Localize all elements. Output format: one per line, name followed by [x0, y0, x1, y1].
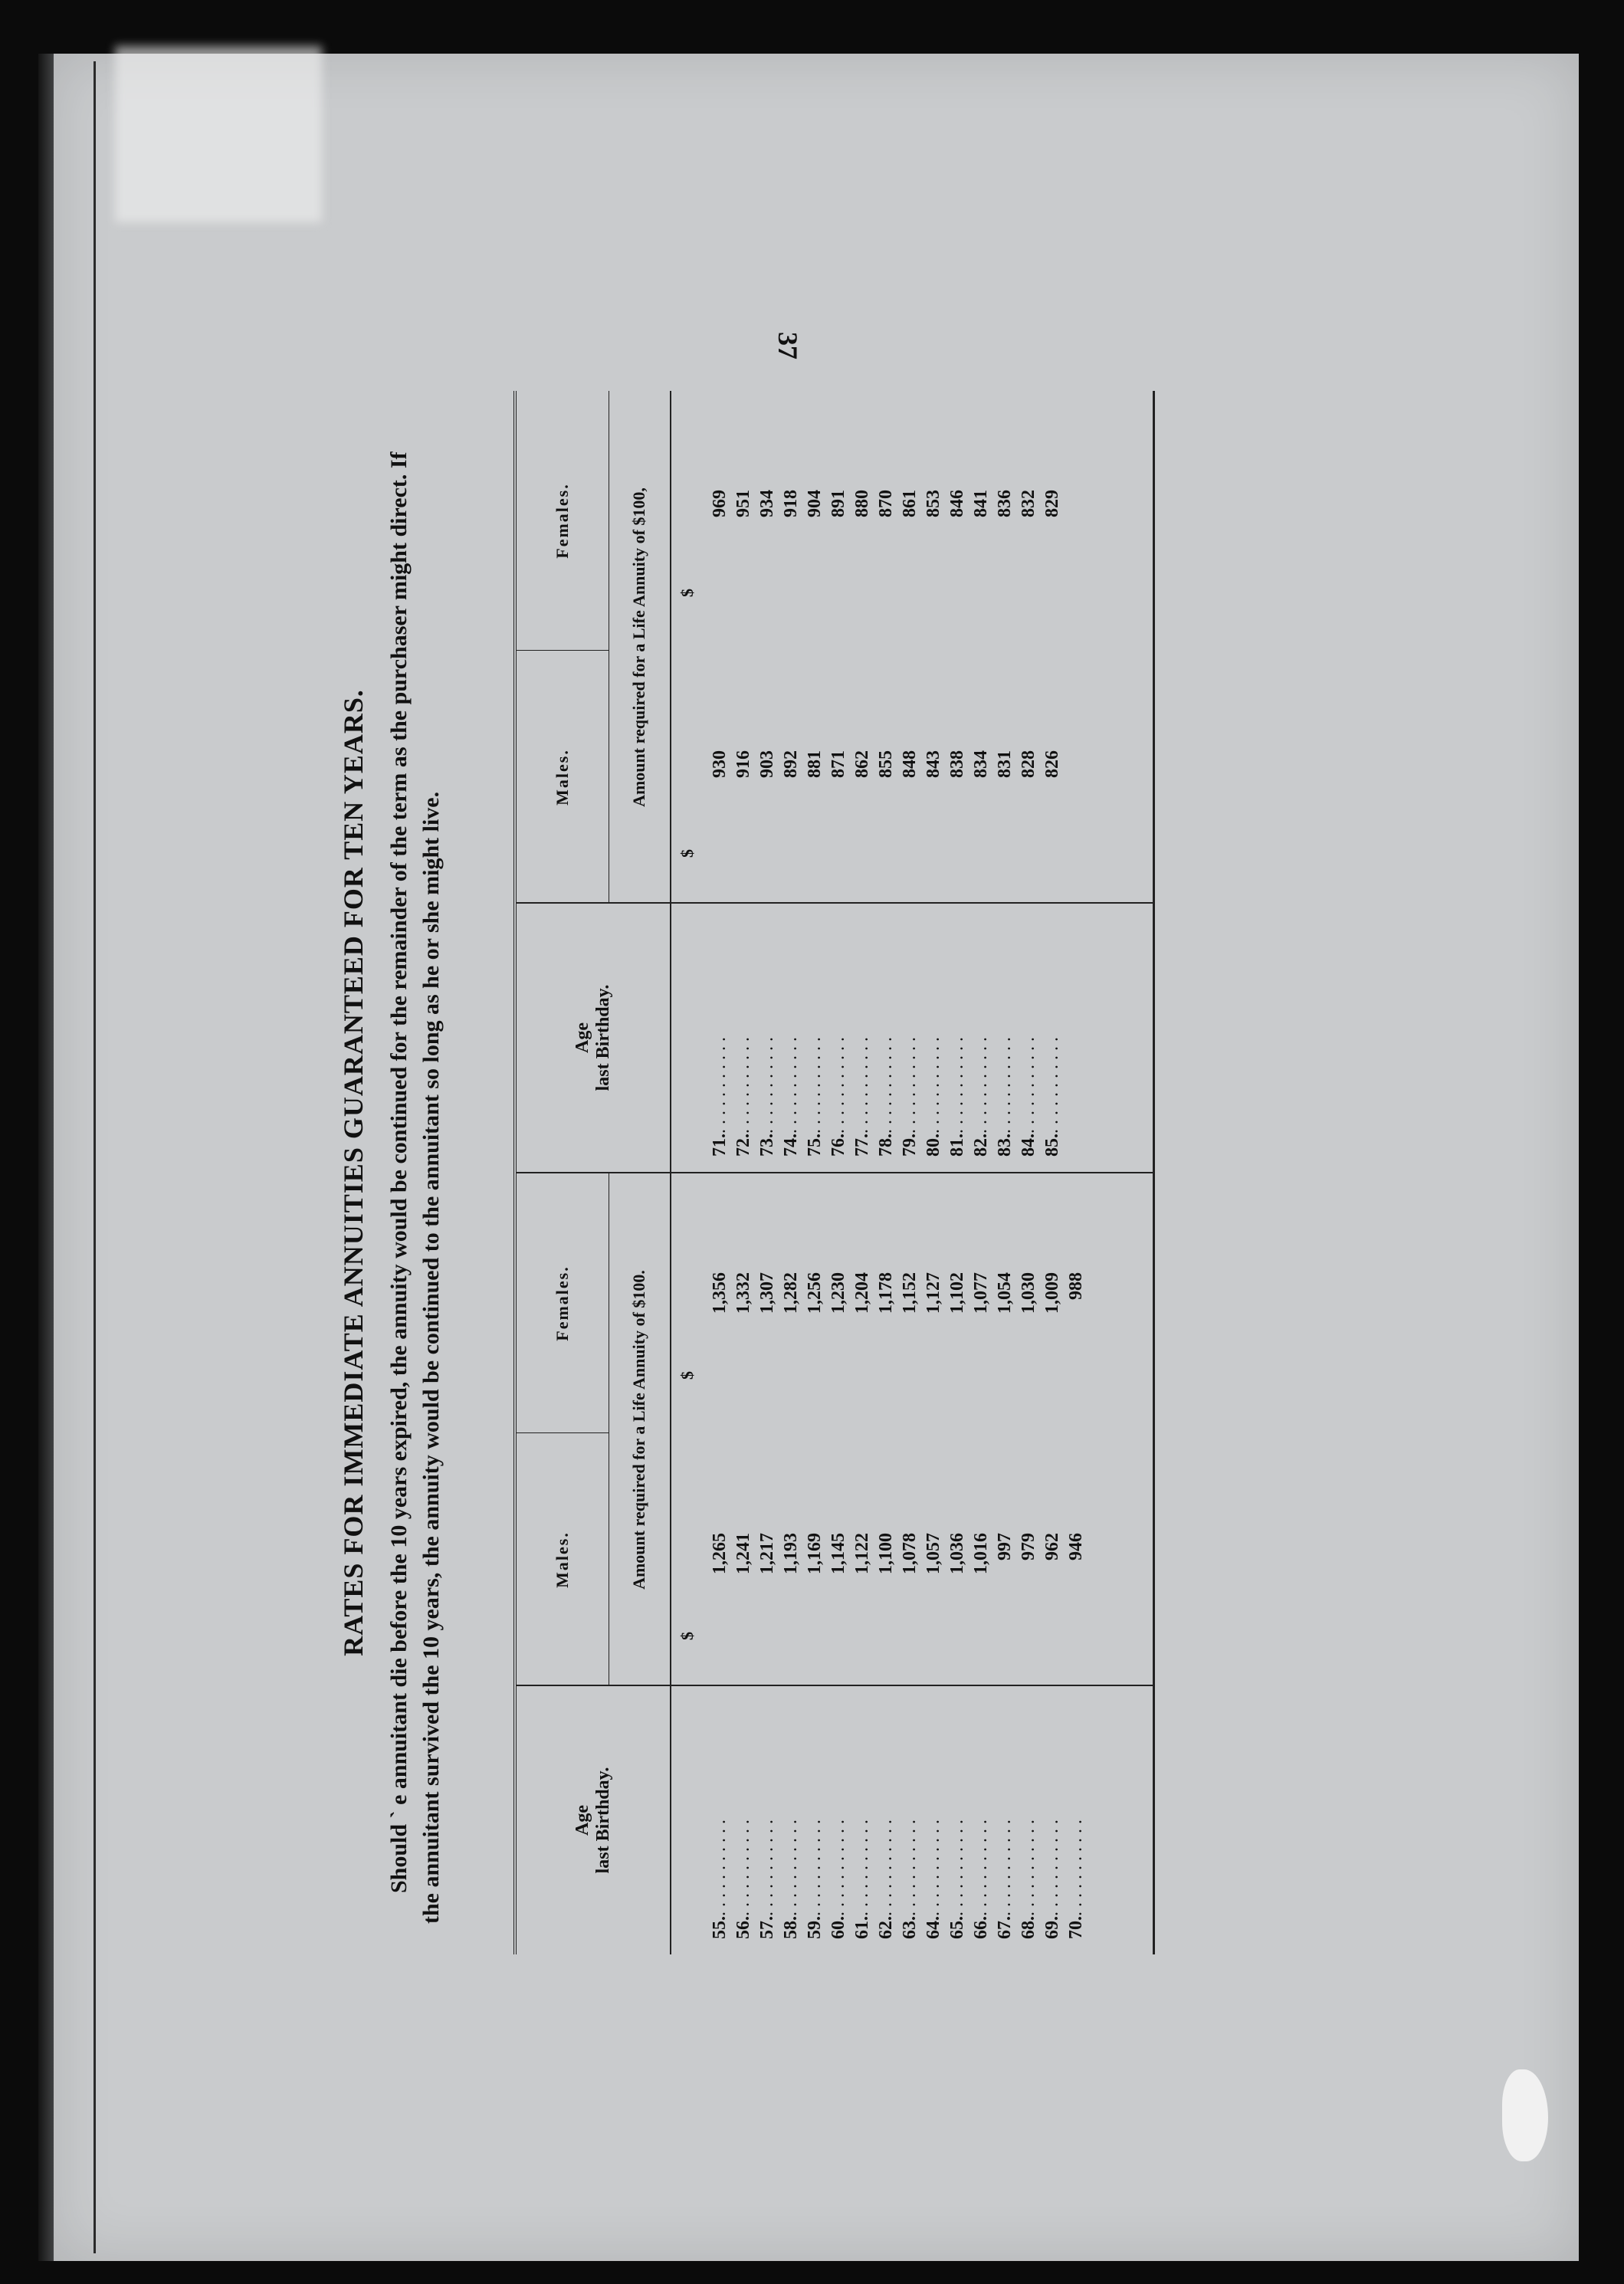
leader-dots: ...........: [1042, 1032, 1062, 1134]
table-row-age: [851, 904, 874, 1172]
table-row: [969, 1173, 993, 1686]
table-row-age: [993, 904, 1017, 1172]
females-rate: 1,178: [876, 1272, 896, 1314]
males-rate: 930: [710, 750, 730, 778]
age-value: 59.: [805, 1916, 825, 1939]
table-row-age: [1017, 904, 1041, 1172]
table-row: [708, 391, 732, 904]
rates-column: [517, 1173, 1153, 1686]
table-row: [732, 391, 756, 904]
males-rate: 1,100: [876, 1533, 896, 1574]
table-row: [756, 1173, 779, 1686]
age-value: 73.: [757, 1134, 777, 1157]
leader-dots: ...........: [924, 1032, 943, 1134]
table-row-age: [756, 1686, 779, 1954]
table-row-age: [898, 904, 922, 1172]
leader-dots: ...........: [947, 1815, 967, 1916]
leader-dots: ...........: [1042, 1815, 1062, 1916]
males-rate: 1,036: [947, 1533, 967, 1574]
leader-dots: ...........: [710, 1815, 730, 1916]
leader-dots: ...........: [900, 1032, 920, 1134]
table-row-age: [874, 904, 898, 1172]
females-rate: 1,230: [828, 1272, 848, 1314]
females-rate: 1,204: [852, 1272, 872, 1314]
males-rate: 892: [781, 750, 801, 778]
age-header-line-1: Age: [573, 1022, 592, 1053]
leader-dots: ...........: [733, 1032, 753, 1134]
males-rate: 831: [995, 750, 1015, 778]
table-row-age: [1017, 1686, 1041, 1954]
males-rate: 1,057: [924, 1533, 943, 1574]
males-rate: 848: [900, 750, 920, 778]
males-rate: 834: [971, 750, 991, 778]
age-column: [517, 1685, 1153, 1954]
males-rate: 1,169: [805, 1533, 825, 1574]
leader-dots: ...........: [733, 1815, 753, 1916]
table-row-age: [779, 1686, 803, 1954]
rate-list: [708, 391, 1065, 904]
age-value: 57.: [757, 1916, 777, 1939]
females-rate: 1,152: [900, 1272, 920, 1314]
age-value: 62.: [876, 1916, 896, 1939]
females-rate: 1,127: [924, 1272, 943, 1314]
males-rate: 1,241: [733, 1533, 753, 1574]
table-row: [851, 391, 874, 904]
table-row-age: [732, 904, 756, 1172]
females-rate: 951: [733, 490, 753, 517]
females-rate: 1,077: [971, 1272, 991, 1314]
females-rate: 836: [995, 490, 1015, 517]
currency-symbol: $: [677, 1632, 697, 1640]
males-rate: 1,193: [781, 1533, 801, 1574]
table-row: [779, 1173, 803, 1686]
table-row-age: [922, 1686, 946, 1954]
females-rate: 891: [828, 490, 848, 517]
leader-dots: ...........: [876, 1032, 896, 1134]
leader-dots: ...........: [710, 1032, 730, 1134]
age-value: 78.: [876, 1134, 896, 1157]
females-rate: 832: [1019, 490, 1038, 517]
age-list: [708, 1686, 1088, 1954]
table-row-age: [1041, 904, 1065, 1172]
table-row-age: [827, 1686, 851, 1954]
males-rate: 871: [828, 750, 848, 778]
females-rate: 880: [852, 490, 872, 517]
age-value: 56.: [733, 1916, 753, 1939]
table-row: [922, 391, 946, 904]
tape-residue: [115, 46, 322, 222]
table-row-age: [1041, 1686, 1065, 1954]
males-rate: 828: [1019, 750, 1038, 778]
age-value: 85.: [1042, 1134, 1062, 1157]
leader-dots: ...........: [852, 1815, 872, 1916]
males-rate: 1,016: [971, 1533, 991, 1574]
table-row: [1041, 1173, 1065, 1686]
currency-symbol: $: [677, 589, 697, 597]
males-rate: 1,145: [828, 1533, 848, 1574]
table-row-age: [803, 1686, 827, 1954]
leader-dots: ...........: [971, 1815, 991, 1916]
currency-symbol: $: [677, 849, 697, 858]
age-value: 65.: [947, 1916, 967, 1939]
table-row: [946, 391, 969, 904]
leader-dots: ...........: [828, 1815, 848, 1916]
age-value: 81.: [947, 1134, 967, 1157]
age-value: 71.: [710, 1134, 730, 1157]
table-row-age: [827, 904, 851, 1172]
age-column: [517, 902, 1153, 1172]
page-number: 37: [773, 332, 803, 359]
males-header: Males.: [517, 1432, 609, 1686]
table-row-age: [922, 904, 946, 1172]
age-header: [517, 1686, 671, 1954]
females-rate: 1,054: [995, 1272, 1015, 1314]
age-value: 79.: [900, 1134, 920, 1157]
females-rate: 829: [1042, 490, 1062, 517]
females-rate: 870: [876, 490, 896, 517]
males-rate: 916: [733, 750, 753, 778]
age-value: 74.: [781, 1134, 801, 1157]
page-title: RATES FOR IMMEDIATE ANNUITIES GUARANTEED FOR TEN YEARS.: [338, 689, 369, 1656]
age-value: 68.: [1019, 1916, 1038, 1939]
annuity-rates-table: [513, 391, 1155, 1954]
table-row-age: [708, 1686, 732, 1954]
table-row: [898, 1173, 922, 1686]
females-rate: 969: [710, 490, 730, 517]
age-header-line-2: last Birthday.: [593, 984, 613, 1091]
leader-dots: ...........: [995, 1032, 1015, 1134]
rotated-content: [337, 391, 1196, 1954]
females-rate: 846: [947, 490, 967, 517]
leader-dots: ...........: [781, 1032, 801, 1134]
age-value: 76.: [828, 1134, 848, 1157]
males-rate: 1,122: [852, 1533, 872, 1574]
females-rate: 853: [924, 490, 943, 517]
males-rate: 881: [805, 750, 825, 778]
table-row: [1065, 1173, 1088, 1686]
males-rate: 1,265: [710, 1533, 730, 1574]
females-rate: 1,307: [757, 1272, 777, 1314]
table-row: [993, 391, 1017, 904]
age-header-line-2: last Birthday.: [593, 1767, 613, 1874]
leader-dots: ...........: [971, 1032, 991, 1134]
age-value: 70.: [1066, 1916, 1086, 1939]
age-value: 66.: [971, 1916, 991, 1939]
males-header: Males.: [517, 650, 609, 904]
age-value: 61.: [852, 1916, 872, 1939]
table-row-age: [851, 1686, 874, 1954]
leader-dots: ...........: [924, 1815, 943, 1916]
males-rate: 997: [995, 1533, 1015, 1560]
females-rate: 1,356: [710, 1272, 730, 1314]
table-row: [1017, 391, 1041, 904]
age-value: 72.: [733, 1134, 753, 1157]
table-row: [993, 1173, 1017, 1686]
females-rate: 934: [757, 490, 777, 517]
females-rate: 1,009: [1042, 1272, 1062, 1314]
table-row-age: [946, 1686, 969, 1954]
table-row: [874, 391, 898, 904]
table-row: [708, 1173, 732, 1686]
rates-column: [517, 391, 1153, 904]
males-rate: 979: [1019, 1533, 1038, 1560]
table-row: [1017, 1173, 1041, 1686]
leader-dots: ...........: [1019, 1032, 1038, 1134]
table-row-age: [708, 904, 732, 1172]
age-header: [517, 904, 671, 1172]
binding-line: [94, 61, 96, 2253]
leader-dots: ...........: [947, 1032, 967, 1134]
rate-list: [708, 1173, 1088, 1686]
age-value: 75.: [805, 1134, 825, 1157]
age-list: [708, 904, 1065, 1172]
table-row: [898, 391, 922, 904]
males-rate: 838: [947, 750, 967, 778]
table-row-age: [732, 1686, 756, 1954]
females-rate: 1,282: [781, 1272, 801, 1314]
females-rate: 918: [781, 490, 801, 517]
males-rate: 903: [757, 750, 777, 778]
table-row: [803, 1173, 827, 1686]
age-value: 60.: [828, 1916, 848, 1939]
leader-dots: ...........: [757, 1032, 777, 1134]
age-header-line-1: Age: [573, 1805, 592, 1836]
paper-damage: [1502, 2069, 1548, 2161]
females-rate: 1,030: [1019, 1272, 1038, 1314]
females-rate: 1,332: [733, 1272, 753, 1314]
table-row: [851, 1173, 874, 1686]
females-rate: 861: [900, 490, 920, 517]
table-row-age: [946, 904, 969, 1172]
males-rate: 1,078: [900, 1533, 920, 1574]
table-row: [1041, 391, 1065, 904]
females-rate: 1,102: [947, 1272, 967, 1314]
leader-dots: ...........: [852, 1032, 872, 1134]
females-header: Females.: [517, 391, 609, 651]
leader-dots: ...........: [828, 1032, 848, 1134]
table-row: [779, 391, 803, 904]
females-header: Females.: [517, 1173, 609, 1433]
age-value: 55.: [710, 1916, 730, 1939]
leader-dots: ...........: [876, 1815, 896, 1916]
table-row: [732, 1173, 756, 1686]
table-row: [827, 391, 851, 904]
table-row: [803, 391, 827, 904]
age-value: 84.: [1019, 1134, 1038, 1157]
table-row: [756, 391, 779, 904]
males-rate: 843: [924, 750, 943, 778]
males-rate: 962: [1042, 1533, 1062, 1560]
table-row-age: [779, 904, 803, 1172]
table-left-half: [517, 1172, 1153, 1954]
table-row-age: [756, 904, 779, 1172]
age-value: 67.: [995, 1916, 1015, 1939]
leader-dots: ...........: [757, 1815, 777, 1916]
table-row-age: [1065, 1686, 1088, 1954]
males-rate: 862: [852, 750, 872, 778]
males-rate: 855: [876, 750, 896, 778]
females-rate: 988: [1066, 1272, 1086, 1300]
table-row-age: [969, 1686, 993, 1954]
age-value: 64.: [924, 1916, 943, 1939]
males-rate: 826: [1042, 750, 1062, 778]
currency-symbol: $: [677, 1371, 697, 1380]
age-value: 82.: [971, 1134, 991, 1157]
table-right-half: [517, 391, 1153, 1172]
age-value: 80.: [924, 1134, 943, 1157]
females-rate: 904: [805, 490, 825, 517]
males-rate: 946: [1066, 1533, 1086, 1560]
age-value: 83.: [995, 1134, 1015, 1157]
leader-dots: ...........: [995, 1815, 1015, 1916]
amount-header: Amount required for a Life Annuity of $100.: [609, 1173, 671, 1686]
table-row: [946, 1173, 969, 1686]
leader-dots: ...........: [805, 1815, 825, 1916]
age-value: 69.: [1042, 1916, 1062, 1939]
table-row-age: [969, 904, 993, 1172]
females-rate: 841: [971, 490, 991, 517]
leader-dots: ...........: [1019, 1815, 1038, 1916]
table-row-age: [993, 1686, 1017, 1954]
table-row: [922, 1173, 946, 1686]
table-row: [969, 391, 993, 904]
males-rate: 1,217: [757, 1533, 777, 1574]
leader-dots: ...........: [781, 1815, 801, 1916]
age-value: 58.: [781, 1916, 801, 1939]
table-row: [874, 1173, 898, 1686]
table-row-age: [803, 904, 827, 1172]
table-row-age: [874, 1686, 898, 1954]
leader-dots: ...........: [900, 1815, 920, 1916]
intro-paragraph: Should ` e annuitant die before the 10 years expired, the annuity would be continued for the remainder of the term as the purchaser might direct. If the annuitant survived the 10 years, the annuity would be continued to the annuitant so long as he or she might live.: [386, 451, 444, 1924]
amount-header: Amount required for a Life Annuity of $100,: [609, 391, 671, 904]
age-value: 77.: [852, 1134, 872, 1157]
age-value: 63.: [900, 1916, 920, 1939]
table-row: [827, 1173, 851, 1686]
females-rate: 1,256: [805, 1272, 825, 1314]
leader-dots: ...........: [805, 1032, 825, 1134]
leader-dots: ...........: [1066, 1815, 1086, 1916]
table-row-age: [898, 1686, 922, 1954]
